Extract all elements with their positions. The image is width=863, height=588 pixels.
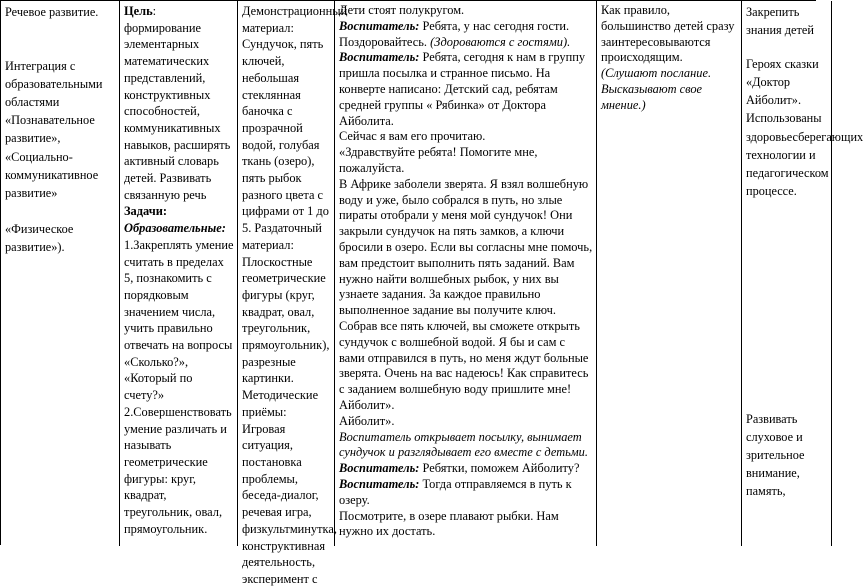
reaction-italic: (Слушают послание. Высказывают свое мнение.) (601, 66, 712, 112)
result-p3: Развивать слуховое и зрительное внимание, память, (746, 411, 805, 499)
result-p2: Героях сказки «Доктор Айболит». Использованы здоровьесберегающих технологии и педагогическом процессе. (746, 57, 863, 198)
activity-p7: Айболит». (339, 413, 395, 428)
activity-p5: «Здравствуйте ребята! Помогите мне, пожалуйста. (339, 145, 538, 175)
column-reactions (597, 1, 742, 546)
task-1: 1.Закреплять умение считать в пределах 5, познакомить с порядковым значением числа, учить правильно отвечать на вопросы «Сколько?», «Который по счету?» (124, 237, 234, 403)
column-activity (335, 1, 597, 546)
activity-p8: Воспитатель открывает посылку, вынимает сундучок и разглядывает его вместе с детьми. (339, 429, 588, 460)
physical-text: «Физическое развитие»). (5, 221, 74, 254)
integration-text: Интеграция с образовательными областями «Познавательное развитие», «Социально-коммуникативное развитие» (5, 59, 103, 200)
activity-p3: Воспитатель: Ребята, сегодня к нам в группу пришла посылка и странное письмо. На конверте написано: Детский сад, ребятам средней группы « Рябинка» от Доктора Айболита. (339, 50, 586, 128)
activity-p4: Сейчас я вам его прочитаю. (339, 129, 486, 144)
activity-p2: Воспитатель: Ребята, у нас сегодня гости. Поздоровайтесь. (Здороваются с гостями). (339, 18, 571, 49)
activity-p6: В Африке заболели зверята. Я взял волшебную воду и уже, было собрался в путь, но злые пираты отобрали у меня мой сундучок! Они закрыли сундучок на пять замков, а ключи бросили в озеро. Если вы согласны мне помочь, вам предстоит выполнить пять заданий. Вам нужно найти волшебных рыбок, у них вы узнаете задания. За каждое правильно выполненное задание вы получите ключ. Собрав все пять ключей, вы сможете открыть сундучок с волшебной водой. Я бы и сам с вами отправился в путь, но меня ждут больные зверята. Очень на вас надеюсь! Как справитесь с заданием волшебную воду пришлите мне! Айболит». (339, 176, 593, 412)
column-goals (120, 1, 238, 546)
goal-paragraph: Цель: формирование элементарных математических представлений, конструктивных способностей, коммуникативных навыков, расширять активный словарь детей. Развивать связанную речь (124, 4, 231, 202)
reaction-text: Как правило, большинство детей сразу заинтересовываются происходящим. (601, 3, 735, 65)
activity-p10: Воспитатель: Тогда отправляемся в путь к озеру. (339, 476, 572, 507)
activity-p9: Воспитатель: Ребятки, поможем Айболиту? (339, 461, 580, 476)
goal-text: формирование элементарных математических представлений, конструктивных способностей, коммуникативных навыков, расширять активный словарь детей. Развивать связанную речь (124, 20, 231, 202)
column-materials (238, 1, 348, 586)
column-results (742, 1, 863, 546)
edu-label: Образовательные: (124, 221, 226, 236)
area-title: Речевое развитие. (5, 5, 99, 19)
activity-p11: Посмотрите, в озере плавают рыбки. Нам нужно их достать. (339, 508, 559, 539)
tasks-label: Задачи: (124, 204, 167, 219)
task-2: 2.Совершенствовать умение различать и называть геометрические фигуры: круг, квадрат, треугольник, овал, прямоугольник. (124, 404, 232, 536)
result-p1: Закрепить знания детей (746, 5, 814, 38)
goal-label: Цель (124, 4, 153, 18)
activity-p1: Дети стоят полукругом. (339, 3, 465, 17)
column-area (1, 1, 120, 546)
materials-text: Демонстрационный материал: Сундучок, пять ключей, небольшая стеклянная баночка с прозрачной водой, голубая ткань (озеро), пять рыбок разного цвета с цифрами от 1 до 5. Раздаточный материал: Плоскостные геометрические фигуры (круг, квадрат, овал, треугольник, прямоугольник), разрезные картинки. Методические приёмы: Игровая ситуация, постановка проблемы, беседа-диалог, речевая игра, физкультминутка, конструктивная деятельность, эксперимент с (242, 4, 348, 586)
